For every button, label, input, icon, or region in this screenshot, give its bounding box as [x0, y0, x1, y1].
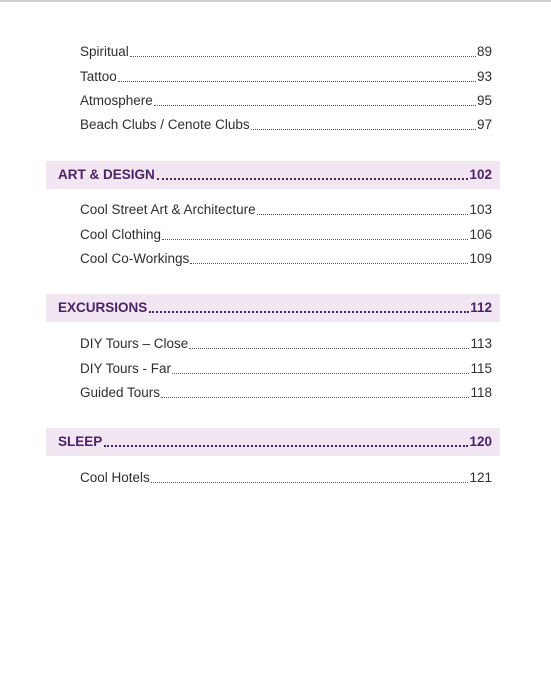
toc-section-sleep[interactable] [46, 428, 500, 456]
toc-entry-label: Beach Clubs / Cenote Clubs [80, 117, 250, 132]
toc-entry-page: 109 [469, 251, 492, 266]
dot-leader [118, 81, 476, 82]
toc-entry-cool-hotels[interactable] [80, 469, 492, 487]
toc-section-title: SLEEP [58, 434, 103, 449]
toc-entry-diy-far[interactable] [80, 360, 492, 378]
toc-entry-co-workings[interactable] [80, 250, 492, 268]
toc-section-title: ART & DESIGN [58, 167, 155, 182]
toc-entry-page: 118 [470, 385, 492, 400]
toc-entry-page: 106 [469, 227, 492, 242]
dot-leader [104, 445, 468, 447]
toc-entry-tattoo[interactable] [80, 68, 492, 86]
toc-entry-page: 113 [470, 336, 492, 351]
dot-leader [257, 214, 469, 215]
dot-leader [189, 348, 469, 349]
toc-entry-street-art[interactable] [80, 201, 492, 219]
toc-entry-atmosphere[interactable] [80, 92, 492, 110]
toc-entry-page: 89 [476, 44, 492, 59]
toc-entry-page: 95 [476, 93, 492, 108]
toc-entry-page: 121 [469, 470, 492, 485]
toc-section-page: 112 [470, 300, 492, 315]
page-top-border [0, 0, 551, 2]
dot-leader [190, 263, 468, 264]
toc-entry-label: Cool Hotels [80, 470, 150, 485]
toc-section-art-design[interactable] [46, 161, 500, 189]
toc-entry-beach-clubs[interactable] [80, 116, 492, 134]
toc-entry-label: Cool Clothing [80, 227, 162, 242]
dot-leader [162, 239, 468, 240]
dot-leader [157, 178, 469, 180]
dot-leader [149, 311, 469, 313]
toc-entry-label: Tattoo [80, 69, 117, 84]
toc-entry-page: 115 [470, 361, 492, 376]
dot-leader [172, 373, 469, 374]
toc-entry-label: Spiritual [80, 44, 129, 59]
dot-leader [161, 397, 469, 398]
toc-entry-label: Atmosphere [80, 93, 153, 108]
toc-section-title: EXCURSIONS [58, 300, 148, 315]
toc-entry-label: DIY Tours – Close [80, 336, 189, 351]
toc-entry-diy-close[interactable] [80, 335, 492, 353]
dot-leader [151, 482, 469, 483]
toc-entry-label: Cool Street Art & Architecture [80, 202, 256, 217]
toc-entry-guided-tours[interactable] [80, 384, 492, 402]
toc-entry-page: 93 [476, 69, 492, 84]
toc-entry-cool-clothing[interactable] [80, 226, 492, 244]
toc-entry-spiritual[interactable] [80, 43, 492, 61]
toc-section-page: 120 [469, 434, 492, 449]
toc-entry-label: Cool Co-Workings [80, 251, 190, 266]
dot-leader [251, 129, 476, 130]
toc-section-excursions[interactable] [46, 294, 500, 322]
toc-entry-page: 103 [469, 202, 492, 217]
toc-entry-label: Guided Tours [80, 385, 161, 400]
toc-entry-page: 97 [476, 117, 492, 132]
toc-section-page: 102 [469, 167, 492, 182]
dot-leader [154, 105, 476, 106]
toc-entry-label: DIY Tours - Far [80, 361, 172, 376]
dot-leader [130, 56, 476, 57]
